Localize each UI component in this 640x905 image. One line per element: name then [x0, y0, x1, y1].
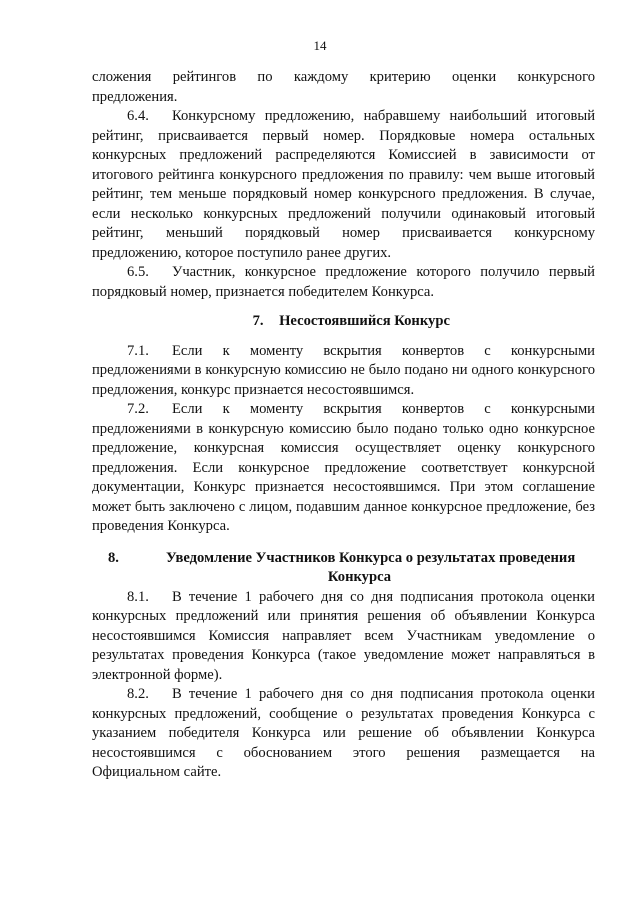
clause-text-end: Официальном сайте.: [92, 764, 222, 780]
clause-text: Конкурсному предложению, набравшему наибольший итоговый рейтинг, присваивается первый номер. Порядковые номера остальных конкурсных предложений распределяются Комиссией в зависимости от итогового рейтинга конкурсного предложения по правилу: чем выше итоговый рейтинг, тем меньше порядковый номер конкурсного предложения. В случае, если несколько конкурсных предложений получили одинаковый итоговый рейтинг, меньший порядковый номер присваивается конкурсному предложению, которое поступило ранее других.: [92, 108, 595, 261]
paragraph-continuation: [92, 68, 595, 88]
clause-text: Если к моменту вскрытия конвертов с конкурсными предложениями в конкурсную комиссию было подано только одно конкурсное предложение, конкурсная комиссия осуществляет оценку конкурсного предложения. Если конкурсное предложение соответствует конкурсной документации, Конкурс признается несостоявшимся. При этом соглашение может быть заключено с лицом, подавшим данное конкурсное предложение, без проведения Конкурса.: [92, 401, 595, 534]
clause-8-2-end: [92, 763, 595, 783]
clause-8-2: [92, 685, 595, 763]
clause-text: Если к моменту вскрытия конвертов с конкурсными предложениями в конкурсную комиссию не было подано ни одного конкурсного предложения, конкурс признается несостоявшимся.: [92, 342, 595, 398]
continuation-end-line: предложения.: [92, 88, 178, 105]
paragraph-continuation-end: [92, 88, 595, 108]
section-title-line1: Уведомление Участников Конкурса о результатах проведения: [166, 549, 576, 566]
clause-8-1: [92, 588, 595, 686]
clause-number: 8.1.: [127, 588, 149, 605]
clause-number: 7.2.: [127, 401, 149, 417]
section-8-heading-line2: [92, 568, 595, 588]
clause-text: Участник, конкурсное предложение которого получило первый порядковый номер, признается победителем Конкурса.: [92, 264, 595, 300]
section-8-heading: [92, 549, 595, 569]
clause-number: 8.2.: [127, 686, 149, 702]
section-title: Несостоявшийся Конкурс: [279, 313, 450, 329]
clause-6-5: [92, 263, 595, 302]
section-7-heading: [92, 312, 595, 332]
continuation-line: сложения рейтингов по каждому критерию оценки конкурсного: [92, 69, 595, 85]
section-number: 8.: [108, 549, 119, 566]
clause-text: В течение 1 рабочего дня со дня подписания протокола оценки конкурсных предложений, сообщение о результатах проведения Конкурса с указанием победителя Конкурса или решение об объявлении Конкурса несостоявшимся с обоснованием этого решения размещается на: [92, 686, 595, 761]
clause-number: 6.4.: [127, 108, 149, 124]
document-body: [92, 68, 595, 783]
clause-7-2: [92, 400, 595, 537]
clause-number: 6.5.: [127, 264, 149, 280]
clause-number: 7.1.: [127, 342, 149, 359]
page-number: 14: [313, 38, 327, 53]
section-number: 7.: [252, 313, 264, 329]
clause-6-4: [92, 107, 595, 263]
clause-text: В течение 1 рабочего дня со дня подписания протокола оценки конкурсных предложений или принятия решения об объявлении Конкурса несостоявшимся Комиссия направляет всем Участникам уведомление о результатах проведения Конкурса (такое уведомление может направляться в электронной форме).: [92, 588, 595, 683]
section-title-line2: Конкурса: [327, 569, 392, 585]
clause-7-1: [92, 342, 595, 401]
